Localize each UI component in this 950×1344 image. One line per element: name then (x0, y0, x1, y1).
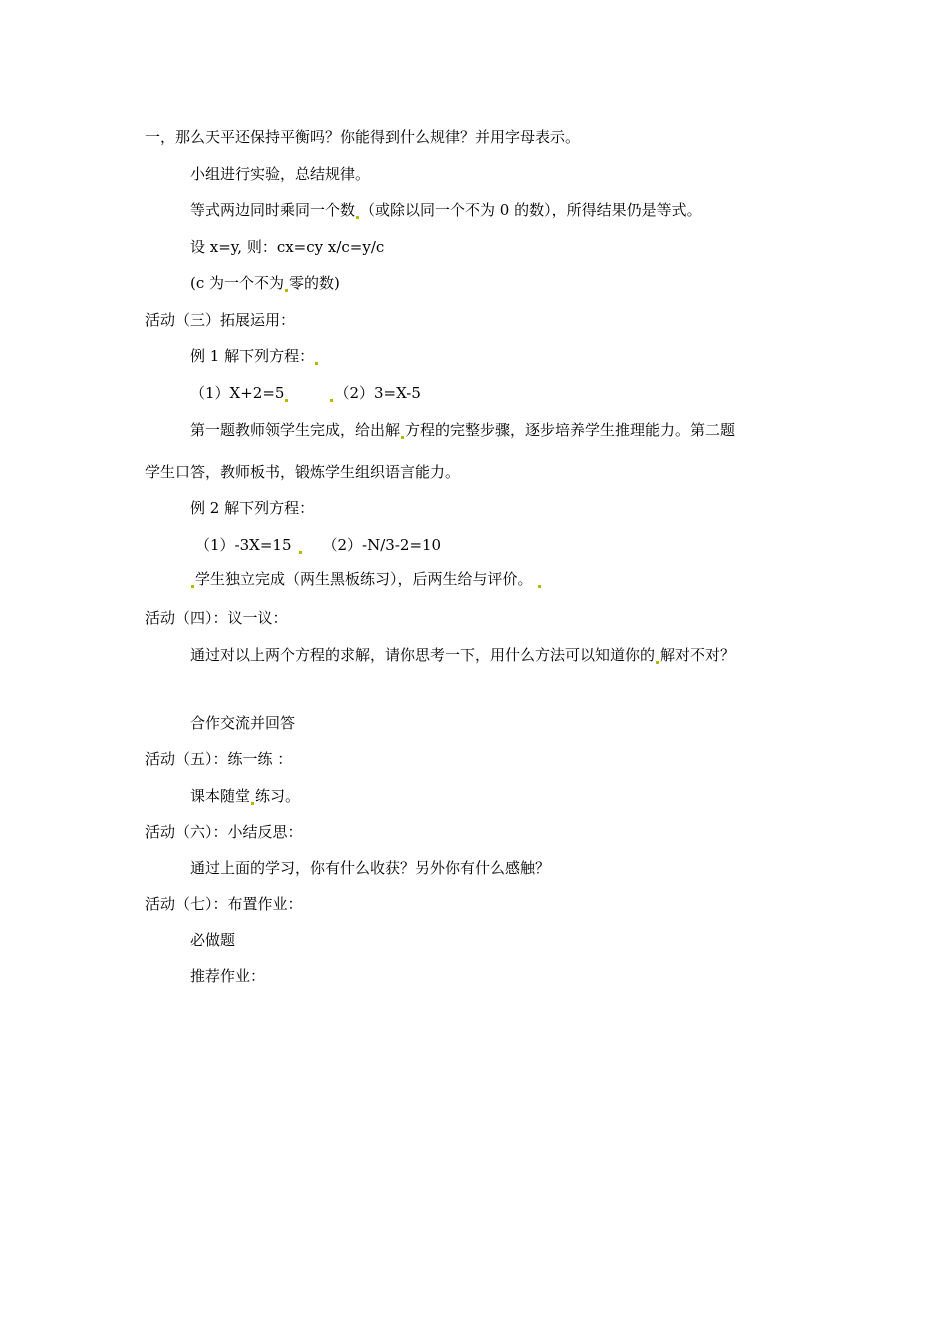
section-heading (145, 749, 292, 769)
text-line (190, 420, 735, 440)
text-line (145, 127, 580, 147)
line-text: 通过上面的学习，你有什么收获？另外你有什么感触？ (190, 859, 551, 877)
text-line (145, 462, 460, 482)
annotation-mark (315, 362, 318, 365)
equation-1: （1）-3X=15 (195, 536, 292, 554)
line-text: （或除以同一个不为 0 的数），所得结果仍是等式。 (360, 201, 702, 219)
text-line (190, 237, 384, 257)
heading-text: 活动（四）：议一议： (145, 609, 288, 627)
heading-text: 活动（三）拓展运用： (145, 311, 296, 329)
line-text: 解对不对？ (660, 646, 736, 664)
line-text: 学生独立完成（两生黑板练习），后两生给与评价。 (195, 570, 533, 588)
annotation-mark (285, 289, 288, 292)
line-text: 推荐作业： (190, 967, 266, 985)
heading-text: 活动（五）：练一练 ： (145, 750, 293, 768)
line-text: 一，那么天平还保持平衡吗？你能得到什么规律？并用字母表示。 (145, 128, 581, 146)
annotation-mark (656, 661, 659, 664)
text-line (190, 645, 735, 665)
line-text: 课本随堂 (190, 787, 251, 805)
line-text: 方程的完整步骤，逐步培养学生推理能力。第二题 (405, 421, 736, 439)
line-text: 例 1 解下列方程： (190, 347, 315, 365)
annotation-mark (251, 802, 254, 805)
text-line (190, 786, 300, 806)
equation-2: （2）3=X-5 (334, 384, 421, 402)
equation-1: （1）X+2=5 (190, 384, 285, 402)
line-text: 等式两边同时乘同一个数 (190, 201, 356, 219)
section-heading (145, 310, 295, 330)
line-text: 零的数) (289, 274, 340, 292)
heading-text: 活动（七）：布置作业： (145, 895, 303, 913)
line-text: 小组进行实验，总结规律。 (190, 165, 371, 183)
annotation-mark (191, 585, 194, 588)
line-text: 通过对以上两个方程的求解，请你思考一下，用什么方法可以知道你的 (190, 646, 656, 664)
text-line (190, 569, 542, 589)
equation-line (190, 383, 421, 403)
line-text: 第一题教师领学生完成，给出解 (190, 421, 401, 439)
line-text: 例 2 解下列方程： (190, 499, 315, 517)
annotation-mark (538, 585, 541, 588)
annotation-mark (330, 399, 333, 402)
annotation-mark (356, 216, 359, 219)
line-text: 必做题 (190, 931, 236, 949)
section-heading (145, 894, 303, 914)
equation-2: （2）-N/3-2=10 (322, 536, 442, 554)
line-text: 练习。 (255, 787, 301, 805)
text-line (190, 930, 235, 950)
text-line (190, 273, 340, 293)
text-line (190, 713, 295, 733)
heading-text: 活动（六）：小结反思： (145, 823, 303, 841)
equation-line (195, 535, 441, 555)
text-line (190, 498, 314, 518)
text-line (190, 966, 265, 986)
text-line (190, 200, 702, 220)
annotation-mark (401, 436, 404, 439)
annotation-mark (299, 551, 302, 554)
text-line (190, 164, 370, 184)
line-text: 设 x=y, 则：cx=cy x/c=y/c (190, 238, 385, 256)
text-line (190, 346, 319, 366)
line-text: 学生口答，教师板书，锻炼学生组织语言能力。 (145, 463, 461, 481)
line-text: (c 为一个不为 (190, 274, 285, 292)
section-heading (145, 608, 288, 628)
annotation-mark (285, 399, 288, 402)
line-text: 合作交流并回答 (190, 714, 296, 732)
text-line (190, 858, 550, 878)
section-heading (145, 822, 303, 842)
